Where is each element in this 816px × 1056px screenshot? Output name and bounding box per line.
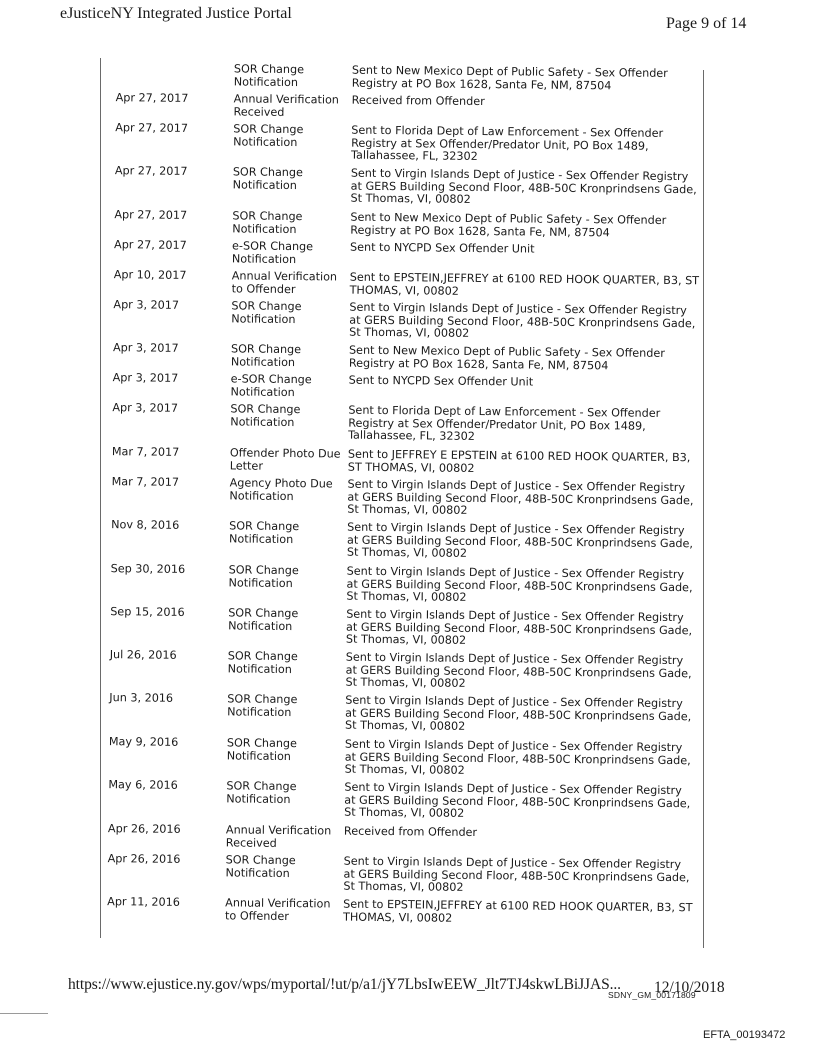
entry-type: SOR Change Notification: [230, 342, 302, 369]
entry-date: May 6, 2016: [108, 778, 178, 792]
entry-date: Apr 27, 2017: [115, 91, 189, 105]
entry-type: SOR Change Notification: [227, 649, 298, 676]
entry-date: Apr 3, 2017: [112, 401, 179, 415]
entry-details: Sent to NYCPD Sex Offender Unit: [348, 373, 534, 389]
footer-divider: [0, 1013, 48, 1014]
entry-type: Agency Photo Due Notification: [229, 476, 333, 503]
entry-type: SOR Change Notification: [232, 209, 303, 236]
entry-details: Sent to Virgin Islands Dept of Justice - Sex Offender Registry at GERS Building Second Floor, 48B-50C Kronprindsens Gade, St Thomas, VI, 00802: [349, 300, 696, 341]
entry-date: Apr 27, 2017: [114, 164, 188, 178]
entry-details: Sent to Virgin Islands Dept of Justice - Sex Offender Registry at GERS Building Second Floor, 48B-50C Kronprindsens Gade, St Thomas, VI, 00802: [345, 607, 693, 648]
entry-type: Annual Verification Received: [225, 823, 332, 850]
entry-details: Sent to Virgin Islands Dept of Justice - Sex Offender Registry at GERS Building Second Floor, 48B-50C Kronprindsens Gade, St Thomas, VI, 00802: [346, 520, 694, 561]
entry-details: Sent to Virgin Islands Dept of Justice - Sex Offender Registry at GERS Building Second Floor, 48B-50C Kronprindsens Gade, St Thomas, VI, 00802: [343, 854, 690, 895]
entry-date: Apr 3, 2017: [112, 371, 179, 385]
entry-details: Sent to New Mexico Dept of Public Safety - Sex Offender Registry at PO Box 1628, Santa Fe, NM, 87504: [348, 343, 665, 372]
entry-details: Sent to Virgin Islands Dept of Justice - Sex Offender Registry at GERS Building Second Floor, 48B-50C Kronprindsens Gade, St Thomas, VI, 00802: [344, 737, 691, 778]
table-row: [0, 208, 718, 239]
entry-type: e-SOR Change Notification: [230, 372, 312, 399]
efta-number: EFTA_00193472: [703, 1029, 786, 1041]
entry-date: May 9, 2016: [108, 735, 179, 749]
entry-date: Nov 8, 2016: [111, 518, 180, 532]
table-row: [0, 445, 716, 475]
entry-details: Sent to Virgin Islands Dept of Justice - Sex Offender Registry at GERS Building Second Floor, 48B-50C Kronprindsens Gade, St Thomas, VI, 00802: [344, 780, 691, 821]
table-row: [0, 822, 712, 850]
bates-stamp: SDNY_GM_00171809: [608, 990, 696, 1000]
entry-type: SOR Change Notification: [231, 299, 302, 326]
entry-date: Jun 3, 2016: [109, 691, 174, 705]
entry-date: Mar 7, 2017: [111, 445, 180, 459]
page-url: https://www.ejustice.ny.gov/wps/myportal/!ut/p/a1/jY7LbsIwEEW_Jlt7TJ4skwLBiJJAS...: [68, 976, 621, 993]
entry-date: [116, 62, 224, 63]
entry-type: SOR Change Notification: [226, 779, 297, 806]
entry-details: Sent to EPSTEIN,JEFFREY at 6100 RED HOOK QUARTER, B3, ST THOMAS, VI, 00802: [342, 897, 693, 925]
entry-details: Sent to NYCPD Sex Offender Unit: [350, 240, 535, 256]
entry-date: Apr 26, 2016: [107, 822, 181, 836]
print-date: 12/10/2018: [654, 979, 725, 996]
table-row: [0, 401, 716, 444]
entry-date: Apr 26, 2016: [107, 852, 181, 866]
entry-type: SOR Change Notification: [232, 165, 303, 192]
entry-type: SOR Change Notification: [225, 853, 296, 880]
entry-type: SOR Change Notification: [226, 736, 298, 763]
entry-date: Mar 7, 2017: [111, 475, 180, 489]
portal-title: eJusticeNY Integrated Justice Portal: [60, 5, 292, 22]
entry-details: Sent to Virgin Islands Dept of Justice - Sex Offender Registry at GERS Building Second Floor, 48B-50C Kronprindsens Gade, St Thomas, VI, 00802: [347, 477, 694, 518]
entry-date: Apr 3, 2017: [113, 298, 180, 312]
table-row: [0, 121, 719, 164]
entry-date: Sep 15, 2016: [110, 605, 185, 619]
entry-date: Apr 27, 2017: [114, 238, 187, 252]
entry-type: SOR Change Notification: [233, 62, 305, 89]
entry-type: SOR Change Notification: [228, 606, 299, 633]
table-row: [0, 61, 720, 92]
entry-details: Sent to Florida Dept of Law Enforcement - Sex Offender Registry at Sex Offender/Predator Unit, PO Box 1489, Tallahassee, FL, 32302: [350, 123, 664, 164]
entry-type: Annual Verification to Offender: [231, 269, 338, 296]
entry-type: Offender Photo Due Letter: [229, 446, 341, 473]
entry-date: Jul 26, 2016: [109, 648, 177, 662]
entry-details: Sent to Virgin Islands Dept of Justice - Sex Offender Registry at GERS Building Second Floor, 48B-50C Kronprindsens Gade, St Thomas, VI, 00802: [346, 564, 693, 605]
entry-details: Received from Offender: [343, 824, 478, 839]
entry-type: Annual Verification to Offender: [225, 896, 331, 923]
page-number: Page 9 of 14: [666, 15, 747, 32]
table-row: [0, 562, 715, 605]
entry-type: SOR Change Notification: [228, 563, 299, 590]
entry-details: Sent to Virgin Islands Dept of Justice - Sex Offender Registry at GERS Building Second Floor, 48B-50C Kronprindsens Gade, St Thomas, VI, 00802: [350, 166, 697, 207]
entry-type: SOR Change Notification: [227, 692, 298, 719]
entry-details: Sent to EPSTEIN,JEFFREY at 6100 RED HOOK QUARTER, B3, ST THOMAS, VI, 00802: [349, 270, 700, 298]
table-row: [0, 735, 713, 778]
entry-type: SOR Change Notification: [230, 402, 301, 429]
entry-date: Apr 27, 2017: [115, 121, 189, 135]
entry-details: Sent to JEFFREY E EPSTEIN at 6100 RED HOOK QUARTER, B3, ST THOMAS, VI, 00802: [347, 447, 691, 475]
entry-type: SOR Change Notification: [228, 519, 300, 546]
entry-date: Sep 30, 2016: [110, 562, 186, 576]
table-row: [0, 268, 718, 298]
entry-date: Apr 27, 2017: [114, 208, 188, 222]
entry-date: Apr 11, 2016: [107, 895, 181, 909]
table-row: [0, 852, 712, 895]
entry-details: Sent to New Mexico Dept of Public Safety - Sex Offender Registry at PO Box 1628, Santa Fe, NM, 87504: [351, 63, 668, 92]
entry-type: e-SOR Change Notification: [231, 239, 314, 266]
entry-date: Apr 10, 2017: [113, 268, 187, 282]
entry-date: Apr 3, 2017: [112, 341, 179, 355]
entry-details: Sent to New Mexico Dept of Public Safety - Sex Offender Registry at PO Box 1628, Santa Fe, NM, 87504: [350, 210, 667, 239]
entry-details: Sent to Virgin Islands Dept of Justice - Sex Offender Registry at GERS Building Second Floor, 48B-50C Kronprindsens Gade, St Thomas, VI, 00802: [344, 693, 692, 734]
entry-type: Annual Verification Received: [233, 92, 339, 119]
entry-details: Sent to Florida Dept of Law Enforcement - Sex Offender Registry at Sex Offender/Predator Unit, PO Box 1489, Tallahassee, FL, 32302: [348, 403, 661, 444]
entry-details: Sent to Virgin Islands Dept of Justice - Sex Offender Registry at GERS Building Second Floor, 48B-50C Kronprindsens Gade, St Thomas, VI, 00802: [345, 650, 692, 691]
entry-details: Received from Offender: [351, 93, 485, 109]
entry-type: SOR Change Notification: [233, 122, 304, 149]
